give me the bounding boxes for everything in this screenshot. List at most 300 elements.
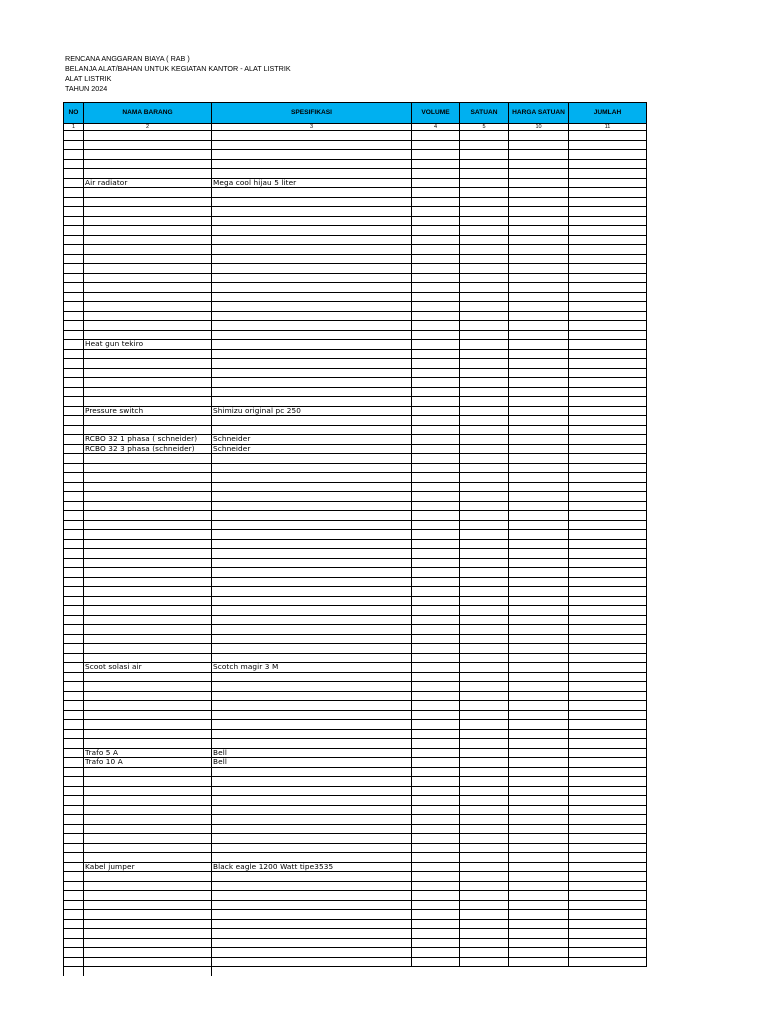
table-cell[interactable] [460,815,509,825]
table-cell[interactable] [64,625,84,635]
table-cell[interactable] [64,425,84,435]
table-cell[interactable] [412,368,460,378]
table-cell[interactable] [569,824,647,834]
table-cell[interactable] [569,292,647,302]
table-cell[interactable] [84,520,212,530]
table-cell[interactable] [569,663,647,673]
table-cell[interactable] [412,245,460,255]
item-spesifikasi[interactable]: Black eagle 1200 Watt tipe3535 [212,862,412,872]
table-cell[interactable] [569,767,647,777]
table-cell[interactable] [460,758,509,768]
table-cell[interactable] [569,843,647,853]
table-cell[interactable] [509,957,569,967]
table-cell[interactable] [509,444,569,454]
table-cell[interactable] [460,520,509,530]
table-cell[interactable] [460,739,509,749]
table-cell[interactable] [412,786,460,796]
col-header-volume[interactable]: VOLUME [412,103,460,124]
table-cell[interactable] [84,254,212,264]
table-cell[interactable] [212,454,412,464]
table-cell[interactable] [509,359,569,369]
table-cell[interactable] [212,872,412,882]
table-cell[interactable] [212,948,412,958]
table-cell[interactable] [412,264,460,274]
table-cell[interactable] [412,131,460,141]
table-cell[interactable] [412,748,460,758]
table-cell[interactable] [509,577,569,587]
table-cell[interactable] [509,492,569,502]
table-cell[interactable] [412,634,460,644]
table-cell[interactable] [569,159,647,169]
item-nama-barang[interactable]: Trafo 5 A [84,748,212,758]
table-cell[interactable] [212,729,412,739]
table-cell[interactable] [212,957,412,967]
table-cell[interactable] [460,387,509,397]
table-cell[interactable] [64,283,84,293]
table-cell[interactable] [64,349,84,359]
table-cell[interactable] [569,596,647,606]
table-cell[interactable] [212,188,412,198]
table-cell[interactable] [212,159,412,169]
table-cell[interactable] [212,311,412,321]
table-cell[interactable] [460,748,509,758]
table-cell[interactable] [84,777,212,787]
table-cell[interactable] [509,511,569,521]
table-cell[interactable] [64,796,84,806]
table-cell[interactable] [212,634,412,644]
table-cell[interactable] [64,501,84,511]
table-cell[interactable] [412,834,460,844]
table-cell[interactable] [412,815,460,825]
table-cell[interactable] [64,302,84,312]
table-cell[interactable] [84,397,212,407]
table-cell[interactable] [212,682,412,692]
table-cell[interactable] [569,672,647,682]
table-cell[interactable] [460,511,509,521]
table-cell[interactable] [509,188,569,198]
table-cell[interactable] [569,748,647,758]
table-cell[interactable] [64,397,84,407]
table-cell[interactable] [460,473,509,483]
table-cell[interactable] [412,938,460,948]
table-cell[interactable] [460,169,509,179]
table-cell[interactable] [509,587,569,597]
table-cell[interactable] [84,919,212,929]
table-cell[interactable] [460,862,509,872]
table-cell[interactable] [64,729,84,739]
table-cell[interactable] [569,938,647,948]
table-cell[interactable] [64,387,84,397]
table-cell[interactable] [412,720,460,730]
table-cell[interactable] [84,606,212,616]
table-cell[interactable] [460,264,509,274]
table-cell[interactable] [84,501,212,511]
table-cell[interactable] [64,207,84,217]
item-nama-barang[interactable]: Pressure switch [84,406,212,416]
table-cell[interactable] [64,530,84,540]
table-cell[interactable] [509,302,569,312]
table-cell[interactable] [460,321,509,331]
table-cell[interactable] [84,948,212,958]
table-cell[interactable] [460,881,509,891]
table-cell[interactable] [509,131,569,141]
table-cell[interactable] [84,321,212,331]
table-cell[interactable] [64,273,84,283]
table-cell[interactable] [84,653,212,663]
table-cell[interactable] [460,131,509,141]
table-cell[interactable] [64,672,84,682]
table-cell[interactable] [84,615,212,625]
table-cell[interactable] [509,159,569,169]
table-cell[interactable] [509,910,569,920]
table-cell[interactable] [64,159,84,169]
table-cell[interactable] [509,891,569,901]
table-cell[interactable] [569,862,647,872]
table-cell[interactable] [64,197,84,207]
table-cell[interactable] [64,710,84,720]
table-cell[interactable] [212,368,412,378]
table-cell[interactable] [509,321,569,331]
table-cell[interactable] [212,777,412,787]
table-cell[interactable] [212,587,412,597]
item-spesifikasi[interactable]: Shimizu original pc 250 [212,406,412,416]
table-cell[interactable] [569,330,647,340]
table-cell[interactable] [569,425,647,435]
table-cell[interactable] [64,786,84,796]
table-cell[interactable] [509,948,569,958]
table-cell[interactable] [569,359,647,369]
table-cell[interactable] [84,349,212,359]
table-cell[interactable] [64,492,84,502]
table-cell[interactable] [212,701,412,711]
table-cell[interactable] [460,302,509,312]
table-cell[interactable] [64,720,84,730]
table-cell[interactable] [64,416,84,426]
table-cell[interactable] [412,454,460,464]
table-cell[interactable] [412,881,460,891]
table-cell[interactable] [84,910,212,920]
table-cell[interactable] [509,710,569,720]
table-cell[interactable] [412,910,460,920]
table-cell[interactable] [84,463,212,473]
table-cell[interactable] [64,235,84,245]
table-cell[interactable] [412,150,460,160]
item-spesifikasi[interactable]: Scotch magir 3 M [212,663,412,673]
table-cell[interactable] [509,644,569,654]
table-cell[interactable] [412,359,460,369]
table-cell[interactable] [412,226,460,236]
table-cell[interactable] [64,748,84,758]
table-cell[interactable] [412,596,460,606]
table-cell[interactable] [64,568,84,578]
table-cell[interactable] [569,302,647,312]
table-cell[interactable] [569,805,647,815]
table-cell[interactable] [212,330,412,340]
table-cell[interactable] [460,416,509,426]
table-cell[interactable] [64,606,84,616]
table-cell[interactable] [412,530,460,540]
table-cell[interactable] [412,872,460,882]
table-cell[interactable] [64,805,84,815]
table-cell[interactable] [212,834,412,844]
col-header-no[interactable]: NO [64,103,84,124]
table-cell[interactable] [569,834,647,844]
table-cell[interactable] [509,872,569,882]
table-cell[interactable] [212,558,412,568]
table-cell[interactable] [412,254,460,264]
table-cell[interactable] [84,482,212,492]
table-cell[interactable] [84,720,212,730]
table-cell[interactable] [412,900,460,910]
table-cell[interactable] [84,957,212,967]
table-cell[interactable] [84,805,212,815]
table-cell[interactable] [569,606,647,616]
table-cell[interactable] [460,957,509,967]
table-cell[interactable] [84,235,212,245]
table-cell[interactable] [84,824,212,834]
table-cell[interactable] [509,311,569,321]
table-cell[interactable] [509,245,569,255]
table-cell[interactable] [509,701,569,711]
table-cell[interactable] [460,853,509,863]
table-cell[interactable] [569,169,647,179]
table-cell[interactable] [64,910,84,920]
table-cell[interactable] [460,454,509,464]
table-cell[interactable] [84,881,212,891]
table-cell[interactable] [64,473,84,483]
table-cell[interactable] [64,881,84,891]
table-cell[interactable] [460,482,509,492]
table-cell[interactable] [212,254,412,264]
table-cell[interactable] [460,150,509,160]
table-cell[interactable] [64,131,84,141]
table-cell[interactable] [64,378,84,388]
table-cell[interactable] [569,881,647,891]
table-cell[interactable] [212,710,412,720]
table-cell[interactable] [412,672,460,682]
table-cell[interactable] [460,406,509,416]
table-cell[interactable] [212,197,412,207]
table-cell[interactable] [569,625,647,635]
table-cell[interactable] [212,824,412,834]
table-cell[interactable] [64,634,84,644]
table-cell[interactable] [412,615,460,625]
table-cell[interactable] [212,245,412,255]
table-cell[interactable] [64,254,84,264]
table-cell[interactable] [460,330,509,340]
table-cell[interactable] [460,425,509,435]
table-cell[interactable] [84,150,212,160]
col-header-satuan[interactable]: SATUAN [460,103,509,124]
table-cell[interactable] [412,349,460,359]
table-cell[interactable] [64,815,84,825]
table-cell[interactable] [509,169,569,179]
table-cell[interactable] [509,501,569,511]
table-cell[interactable] [460,463,509,473]
table-cell[interactable] [460,587,509,597]
table-cell[interactable] [460,720,509,730]
table-cell[interactable] [460,910,509,920]
table-cell[interactable] [212,796,412,806]
table-cell[interactable] [569,701,647,711]
table-cell[interactable] [509,425,569,435]
table-cell[interactable] [509,615,569,625]
table-cell[interactable] [212,216,412,226]
table-cell[interactable] [509,786,569,796]
table-cell[interactable] [509,834,569,844]
table-cell[interactable] [460,729,509,739]
table-cell[interactable] [509,596,569,606]
table-cell[interactable] [212,900,412,910]
table-cell[interactable] [460,843,509,853]
table-cell[interactable] [412,406,460,416]
table-cell[interactable] [569,910,647,920]
table-cell[interactable] [84,729,212,739]
table-cell[interactable] [569,634,647,644]
table-cell[interactable] [569,786,647,796]
table-cell[interactable] [569,644,647,654]
table-cell[interactable] [212,378,412,388]
table-cell[interactable] [412,957,460,967]
col-header-jumlah[interactable]: JUMLAH [569,103,647,124]
table-cell[interactable] [569,416,647,426]
table-cell[interactable] [212,568,412,578]
table-cell[interactable] [460,197,509,207]
table-cell[interactable] [64,511,84,521]
table-cell[interactable] [509,796,569,806]
table-cell[interactable] [84,292,212,302]
table-cell[interactable] [460,625,509,635]
table-cell[interactable] [509,473,569,483]
table-cell[interactable] [569,378,647,388]
table-cell[interactable] [460,216,509,226]
table-cell[interactable] [460,311,509,321]
table-cell[interactable] [412,416,460,426]
table-cell[interactable] [460,568,509,578]
table-cell[interactable] [212,463,412,473]
table-cell[interactable] [460,188,509,198]
table-cell[interactable] [569,853,647,863]
table-cell[interactable] [212,530,412,540]
table-cell[interactable] [64,843,84,853]
table-cell[interactable] [460,644,509,654]
item-spesifikasi[interactable]: Schneider [212,435,412,445]
table-cell[interactable] [460,435,509,445]
table-cell[interactable] [509,748,569,758]
table-cell[interactable] [569,777,647,787]
table-cell[interactable] [84,387,212,397]
table-cell[interactable] [412,691,460,701]
table-cell[interactable] [569,758,647,768]
table-cell[interactable] [64,938,84,948]
table-cell[interactable] [64,292,84,302]
table-cell[interactable] [569,140,647,150]
table-cell[interactable] [509,815,569,825]
table-cell[interactable] [509,140,569,150]
table-cell[interactable] [64,900,84,910]
col-header-spesifikasi[interactable]: SPESIFIKASI [212,103,412,124]
table-cell[interactable] [64,558,84,568]
table-cell[interactable] [509,634,569,644]
table-cell[interactable] [412,330,460,340]
table-cell[interactable] [569,283,647,293]
table-cell[interactable] [460,140,509,150]
table-cell[interactable] [460,834,509,844]
table-cell[interactable] [64,321,84,331]
item-nama-barang[interactable]: Scoot solasi air [84,663,212,673]
table-cell[interactable] [460,767,509,777]
table-cell[interactable] [509,767,569,777]
table-cell[interactable] [509,739,569,749]
table-cell[interactable] [509,606,569,616]
table-cell[interactable] [509,881,569,891]
table-cell[interactable] [212,150,412,160]
table-cell[interactable] [460,340,509,350]
table-cell[interactable] [212,302,412,312]
table-cell[interactable] [84,454,212,464]
table-cell[interactable] [412,625,460,635]
table-cell[interactable] [412,292,460,302]
item-nama-barang[interactable]: RCBO 32 1 phasa ( schneider) [84,435,212,445]
table-cell[interactable] [569,739,647,749]
table-cell[interactable] [84,872,212,882]
table-cell[interactable] [569,891,647,901]
table-cell[interactable] [64,653,84,663]
table-cell[interactable] [460,891,509,901]
table-cell[interactable] [212,843,412,853]
table-cell[interactable] [64,482,84,492]
table-cell[interactable] [64,872,84,882]
table-cell[interactable] [460,691,509,701]
table-cell[interactable] [412,197,460,207]
table-cell[interactable] [412,169,460,179]
table-cell[interactable] [460,634,509,644]
table-cell[interactable] [569,929,647,939]
table-cell[interactable] [84,264,212,274]
table-cell[interactable] [412,188,460,198]
table-cell[interactable] [569,397,647,407]
table-cell[interactable] [212,739,412,749]
table-cell[interactable] [84,739,212,749]
table-cell[interactable] [84,302,212,312]
table-cell[interactable] [84,368,212,378]
table-cell[interactable] [509,729,569,739]
table-cell[interactable] [212,425,412,435]
table-cell[interactable] [84,682,212,692]
table-cell[interactable] [569,872,647,882]
table-cell[interactable] [569,245,647,255]
table-cell[interactable] [412,273,460,283]
table-cell[interactable] [412,777,460,787]
table-cell[interactable] [569,463,647,473]
table-cell[interactable] [84,767,212,777]
table-cell[interactable] [84,140,212,150]
table-cell[interactable] [509,853,569,863]
table-cell[interactable] [412,606,460,616]
table-cell[interactable] [460,929,509,939]
table-cell[interactable] [460,596,509,606]
table-cell[interactable] [460,663,509,673]
table-cell[interactable] [212,691,412,701]
table-cell[interactable] [212,273,412,283]
table-cell[interactable] [84,311,212,321]
table-cell[interactable] [569,482,647,492]
table-cell[interactable] [509,720,569,730]
table-cell[interactable] [64,406,84,416]
table-cell[interactable] [64,824,84,834]
table-cell[interactable] [569,444,647,454]
table-cell[interactable] [509,406,569,416]
